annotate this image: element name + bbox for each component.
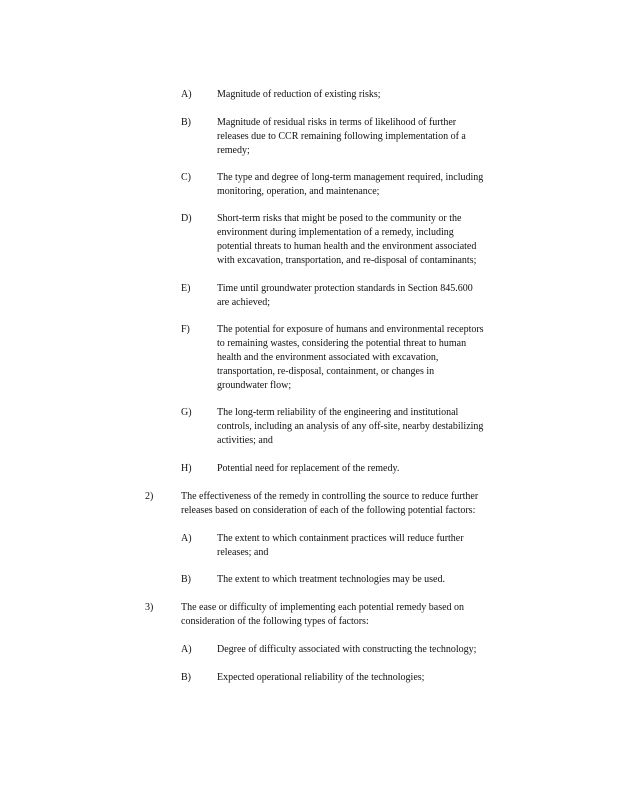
- list-item-text: The long-term reliability of the engineering and institutional controls, including an analysis of any off-site, nearby destabilizing activities; and: [217, 407, 484, 446]
- list-item-label: B): [181, 574, 191, 585]
- list-item-text: Magnitude of residual risks in terms of likelihood of further releases due to CCR remaining following implementation of a remedy;: [217, 117, 466, 156]
- numbered-item-label: 3): [145, 602, 154, 613]
- list-item-label: F): [181, 324, 190, 335]
- list-item-text: Time until groundwater protection standards in Section 845.600 are achieved;: [217, 283, 473, 308]
- list-item-text: Potential need for replacement of the remedy.: [217, 463, 400, 474]
- list-item-label: A): [181, 644, 192, 655]
- list-item-text: The type and degree of long-term management required, including monitoring, operation, and maintenance;: [217, 172, 484, 197]
- numbered-item-text: The effectiveness of the remedy in controlling the source to reduce further releases based on consideration of each of the following potential factors:: [181, 491, 479, 516]
- list-item-label: G): [181, 407, 192, 418]
- list-item-text: The potential for exposure of humans and environmental receptors to remaining wastes, considering the potential threat to human health and the environment associated with excavation, transportation, re-disposal, containment, or changes in groundwater flow;: [217, 324, 484, 391]
- list-item-text: The extent to which containment practices will reduce further releases; and: [217, 533, 464, 558]
- list-item-text: Magnitude of reduction of existing risks;: [217, 89, 381, 100]
- list-item-text: Short-term risks that might be posed to the community or the environment during implementation of a remedy, including potential threats to human health and the environment associated with excavation, transportation, and re-disposal of contaminants;: [217, 213, 477, 266]
- list-item-label: A): [181, 89, 192, 100]
- list-item-label: B): [181, 117, 191, 128]
- numbered-item-text: The ease or difficulty of implementing each potential remedy based on consideration of the following types of factors:: [181, 602, 465, 627]
- list-item-label: B): [181, 672, 191, 683]
- list-item-label: D): [181, 213, 192, 224]
- list-item-label: E): [181, 283, 191, 294]
- list-item-label: A): [181, 533, 192, 544]
- list-item-text: The extent to which treatment technologies may be used.: [217, 574, 445, 585]
- numbered-item-label: 2): [145, 491, 154, 502]
- list-item-text: Expected operational reliability of the technologies;: [217, 672, 425, 683]
- list-item-label: C): [181, 172, 191, 183]
- list-item-label: H): [181, 463, 192, 474]
- list-item-text: Degree of difficulty associated with constructing the technology;: [217, 644, 477, 655]
